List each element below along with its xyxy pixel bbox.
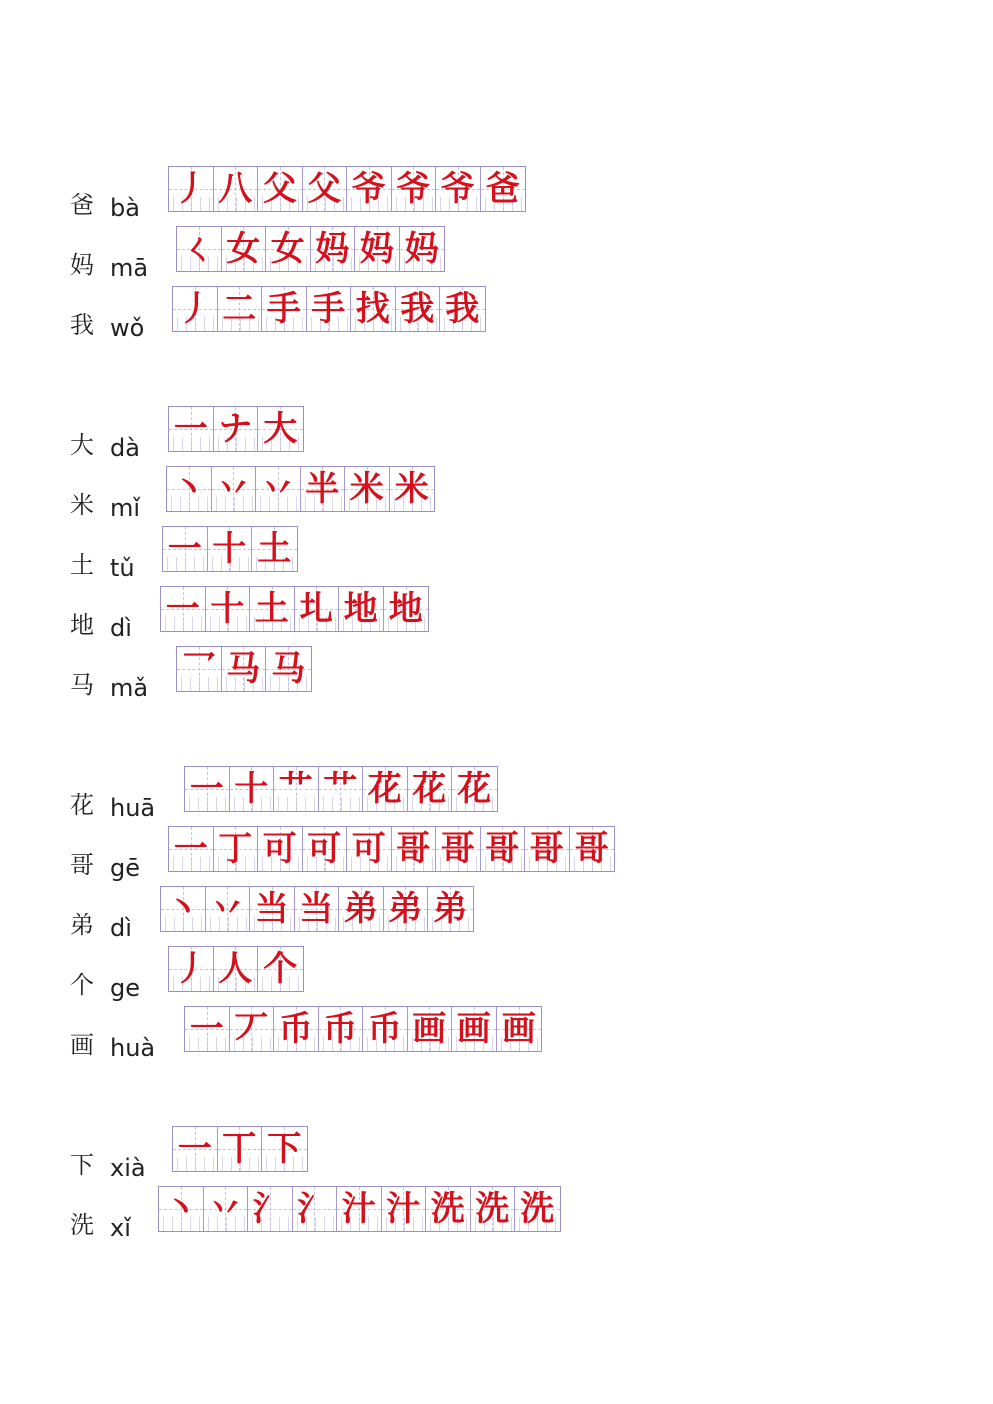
stroke-step-cell	[214, 827, 259, 871]
stroke-step-glyph: 氵	[252, 1189, 287, 1229]
stroke-step-cell	[440, 287, 485, 331]
stroke-step-glyph: 手	[311, 289, 346, 329]
stroke-step-cell	[396, 287, 441, 331]
stroke-order-strip	[172, 286, 486, 332]
pinyin-label: mǐ	[110, 494, 141, 522]
stroke-order-strip	[168, 406, 304, 452]
character-row	[0, 1006, 993, 1062]
stroke-step-cell	[262, 1127, 307, 1171]
character-row	[0, 526, 993, 582]
hanzi-label: 土	[70, 551, 94, 579]
stroke-order-strip	[176, 646, 312, 692]
stroke-step-cell	[337, 1187, 382, 1231]
stroke-step-cell	[159, 1187, 204, 1231]
stroke-step-cell	[481, 167, 526, 211]
stroke-order-strip	[172, 1126, 308, 1172]
stroke-step-glyph: 丷	[216, 469, 251, 509]
character-row	[0, 766, 993, 822]
stroke-step-cell	[248, 1187, 293, 1231]
stroke-step-cell	[436, 167, 481, 211]
stroke-step-glyph: 土	[257, 529, 292, 569]
character-row	[0, 1186, 993, 1242]
stroke-step-glyph: 当	[299, 889, 334, 929]
pinyin-label: xià	[110, 1154, 146, 1182]
stroke-step-glyph: 洗	[430, 1189, 465, 1229]
stroke-step-glyph: 艹	[278, 769, 313, 809]
stroke-step-cell	[307, 287, 352, 331]
stroke-step-glyph: 丶	[165, 889, 200, 929]
stroke-step-cell	[163, 527, 208, 571]
stroke-step-cell	[222, 227, 267, 271]
stroke-step-glyph: 米	[349, 469, 384, 509]
stroke-step-cell	[274, 1007, 319, 1051]
stroke-step-cell	[266, 647, 311, 691]
stroke-step-cell	[319, 767, 364, 811]
stroke-step-cell	[262, 287, 307, 331]
pinyin-label: bà	[110, 194, 140, 222]
pinyin-label: dì	[110, 614, 132, 642]
stroke-step-glyph: 弟	[433, 889, 468, 929]
stroke-step-cell	[161, 587, 206, 631]
stroke-step-cell	[363, 1007, 408, 1051]
stroke-step-glyph: 大	[263, 409, 298, 449]
stroke-step-glyph: 爷	[351, 169, 386, 209]
stroke-step-glyph: 爷	[440, 169, 475, 209]
stroke-step-glyph: 币	[323, 1009, 358, 1049]
stroke-order-strip	[184, 766, 498, 812]
stroke-step-glyph: 一	[173, 829, 208, 869]
character-row	[0, 586, 993, 642]
stroke-step-glyph: 氵	[297, 1189, 332, 1229]
stroke-step-glyph: 洗	[520, 1189, 555, 1229]
stroke-step-glyph: 币	[367, 1009, 402, 1049]
stroke-step-glyph: 艹	[323, 769, 358, 809]
stroke-step-cell	[206, 887, 251, 931]
character-row	[0, 1126, 993, 1182]
stroke-step-cell	[274, 767, 319, 811]
stroke-step-cell	[161, 887, 206, 931]
stroke-step-cell	[452, 1007, 497, 1051]
stroke-step-cell	[250, 587, 295, 631]
stroke-step-cell	[214, 947, 259, 991]
stroke-step-cell	[384, 887, 429, 931]
stroke-step-glyph: 一	[167, 529, 202, 569]
hanzi-label: 个	[70, 971, 94, 999]
stroke-step-glyph: 十	[212, 529, 247, 569]
stroke-order-strip	[184, 1006, 542, 1052]
stroke-step-glyph: 丆	[234, 1009, 269, 1049]
stroke-step-cell	[230, 767, 275, 811]
stroke-step-cell	[295, 587, 340, 631]
stroke-step-cell	[266, 227, 311, 271]
stroke-step-cell	[256, 467, 301, 511]
stroke-step-cell	[471, 1187, 516, 1231]
stroke-step-glyph: 弟	[343, 889, 378, 929]
stroke-step-glyph: 丁	[218, 829, 253, 869]
stroke-step-glyph: 我	[445, 289, 480, 329]
stroke-step-glyph: 妈	[404, 229, 439, 269]
hanzi-label: 我	[70, 311, 94, 339]
stroke-step-cell	[258, 407, 303, 451]
stroke-step-cell	[303, 167, 348, 211]
stroke-step-cell	[250, 887, 295, 931]
stroke-step-glyph: 丿	[173, 949, 208, 989]
stroke-order-strip	[160, 586, 429, 632]
pinyin-label: mǎ	[110, 674, 149, 702]
stroke-step-cell	[293, 1187, 338, 1231]
stroke-step-glyph: 丷	[260, 469, 295, 509]
stroke-step-cell	[252, 527, 297, 571]
stroke-step-glyph: 手	[266, 289, 301, 329]
stroke-step-cell	[345, 467, 390, 511]
character-row	[0, 406, 993, 462]
stroke-step-cell	[295, 887, 340, 931]
character-row	[0, 466, 993, 522]
stroke-step-cell	[177, 647, 222, 691]
stroke-step-cell	[481, 827, 526, 871]
stroke-step-cell	[185, 767, 230, 811]
stroke-step-glyph: 八	[218, 169, 253, 209]
stroke-step-cell	[258, 827, 303, 871]
stroke-step-glyph: ㄑ	[181, 229, 216, 269]
stroke-step-cell	[347, 167, 392, 211]
pinyin-label: ge	[110, 974, 140, 1002]
stroke-step-cell	[301, 467, 346, 511]
stroke-step-cell	[570, 827, 615, 871]
stroke-step-glyph: 二	[222, 289, 257, 329]
stroke-step-cell	[173, 287, 218, 331]
stroke-step-glyph: 汁	[386, 1189, 421, 1229]
stroke-step-cell	[384, 587, 429, 631]
stroke-step-glyph: 妈	[315, 229, 350, 269]
stroke-step-cell	[167, 467, 212, 511]
stroke-order-strip	[158, 1186, 561, 1232]
stroke-step-cell	[204, 1187, 249, 1231]
character-row	[0, 166, 993, 222]
stroke-step-cell	[303, 827, 348, 871]
stroke-step-glyph: 汁	[341, 1189, 376, 1229]
stroke-step-glyph: 哥	[485, 829, 520, 869]
hanzi-label: 弟	[70, 911, 94, 939]
stroke-step-glyph: 个	[263, 949, 298, 989]
stroke-step-cell	[525, 827, 570, 871]
stroke-step-glyph: 妈	[359, 229, 394, 269]
stroke-order-strip	[168, 166, 526, 212]
stroke-step-cell	[392, 827, 437, 871]
pinyin-label: mā	[110, 254, 149, 282]
stroke-step-cell	[497, 1007, 542, 1051]
stroke-step-glyph: 画	[501, 1009, 536, 1049]
stroke-step-glyph: 我	[400, 289, 435, 329]
hanzi-label: 哥	[70, 851, 94, 879]
stroke-step-glyph: 一	[177, 1129, 212, 1169]
hanzi-label: 下	[70, 1151, 94, 1179]
character-row	[0, 286, 993, 342]
stroke-step-cell	[426, 1187, 471, 1231]
stroke-step-glyph: 乛	[181, 649, 216, 689]
stroke-step-cell	[400, 227, 445, 271]
hanzi-label: 花	[70, 791, 94, 819]
hanzi-label: 洗	[70, 1211, 94, 1239]
stroke-step-glyph: 花	[412, 769, 447, 809]
stroke-step-glyph: 地	[388, 589, 423, 629]
stroke-order-strip	[166, 466, 435, 512]
stroke-step-cell	[515, 1187, 560, 1231]
stroke-order-strip	[162, 526, 298, 572]
stroke-step-cell	[212, 467, 257, 511]
hanzi-label: 地	[70, 611, 94, 639]
stroke-step-glyph: 哥	[396, 829, 431, 869]
stroke-step-glyph: 父	[262, 169, 297, 209]
stroke-step-cell	[169, 167, 214, 211]
hanzi-label: 爸	[70, 191, 94, 219]
hanzi-label: 画	[70, 1031, 94, 1059]
stroke-step-cell	[436, 827, 481, 871]
stroke-step-cell	[258, 947, 303, 991]
pinyin-label: huà	[110, 1034, 156, 1062]
stroke-step-cell	[355, 227, 400, 271]
stroke-step-glyph: 可	[262, 829, 297, 869]
stroke-step-glyph: 一	[189, 1009, 224, 1049]
pinyin-label: tǔ	[110, 554, 135, 582]
stroke-step-glyph: 女	[226, 229, 261, 269]
stroke-step-glyph: 一	[189, 769, 224, 809]
stroke-step-glyph: 洗	[475, 1189, 510, 1229]
stroke-step-glyph: 丶	[171, 469, 206, 509]
stroke-step-cell	[218, 287, 263, 331]
stroke-step-glyph: 弟	[388, 889, 423, 929]
stroke-step-cell	[173, 1127, 218, 1171]
stroke-step-glyph: 丿	[173, 169, 208, 209]
hanzi-label: 妈	[70, 251, 94, 279]
stroke-step-glyph: 爸	[485, 169, 520, 209]
pinyin-label: gē	[110, 854, 140, 882]
stroke-step-glyph: 半	[305, 469, 340, 509]
stroke-step-cell	[408, 767, 453, 811]
stroke-step-glyph: 地	[343, 589, 378, 629]
stroke-step-cell	[214, 167, 259, 211]
stroke-step-glyph: 币	[278, 1009, 313, 1049]
stroke-order-strip	[168, 946, 304, 992]
hanzi-label: 米	[70, 491, 94, 519]
stroke-step-cell	[392, 167, 437, 211]
character-row	[0, 946, 993, 1002]
stroke-step-cell	[169, 827, 214, 871]
stroke-step-cell	[177, 227, 222, 271]
stroke-step-glyph: 土	[254, 589, 289, 629]
stroke-step-cell	[311, 227, 356, 271]
stroke-step-glyph: 丷	[210, 889, 245, 929]
character-row	[0, 886, 993, 942]
stroke-order-strip	[176, 226, 445, 272]
hanzi-label: 马	[70, 671, 94, 699]
stroke-step-cell	[428, 887, 473, 931]
stroke-step-cell	[408, 1007, 453, 1051]
stroke-step-glyph: 圠	[299, 589, 334, 629]
stroke-step-glyph: 花	[367, 769, 402, 809]
stroke-step-glyph: 爷	[396, 169, 431, 209]
stroke-step-glyph: 下	[267, 1129, 302, 1169]
stroke-step-glyph: 可	[307, 829, 342, 869]
stroke-step-glyph: 哥	[574, 829, 609, 869]
stroke-step-glyph: 哥	[440, 829, 475, 869]
stroke-step-glyph: 丷	[208, 1189, 243, 1229]
stroke-step-cell	[208, 527, 253, 571]
pinyin-label: dà	[110, 434, 140, 462]
stroke-order-strip	[160, 886, 474, 932]
stroke-step-glyph: 马	[271, 649, 306, 689]
stroke-step-glyph: 花	[457, 769, 492, 809]
stroke-step-glyph: 丶	[163, 1189, 198, 1229]
stroke-step-glyph: 一	[165, 589, 200, 629]
stroke-step-glyph: ナ	[218, 409, 253, 449]
stroke-step-glyph: 女	[270, 229, 305, 269]
stroke-step-cell	[347, 827, 392, 871]
stroke-step-glyph: 人	[218, 949, 253, 989]
stroke-step-glyph: 哥	[529, 829, 564, 869]
stroke-step-cell	[390, 467, 435, 511]
stroke-step-cell	[452, 767, 497, 811]
stroke-step-cell	[218, 1127, 263, 1171]
character-row	[0, 226, 993, 282]
stroke-step-glyph: 丅	[222, 1129, 257, 1169]
stroke-step-cell	[339, 587, 384, 631]
stroke-step-cell	[363, 767, 408, 811]
stroke-step-glyph: 找	[355, 289, 390, 329]
pinyin-label: xǐ	[110, 1214, 131, 1242]
pinyin-label: huā	[110, 794, 156, 822]
stroke-step-glyph: 丿	[177, 289, 212, 329]
stroke-step-glyph: 马	[226, 649, 261, 689]
stroke-step-glyph: 十	[210, 589, 245, 629]
stroke-step-glyph: 当	[254, 889, 289, 929]
stroke-step-glyph: 米	[394, 469, 429, 509]
pinyin-label: wǒ	[110, 314, 145, 342]
stroke-step-glyph: 可	[351, 829, 386, 869]
stroke-step-cell	[319, 1007, 364, 1051]
stroke-step-cell	[222, 647, 267, 691]
stroke-step-cell	[382, 1187, 427, 1231]
stroke-step-glyph: 十	[234, 769, 269, 809]
stroke-step-cell	[258, 167, 303, 211]
stroke-step-cell	[169, 947, 214, 991]
character-row	[0, 646, 993, 702]
stroke-step-cell	[185, 1007, 230, 1051]
stroke-step-glyph: 画	[456, 1009, 491, 1049]
pinyin-label: dì	[110, 914, 132, 942]
stroke-step-cell	[214, 407, 259, 451]
stroke-step-cell	[169, 407, 214, 451]
stroke-step-cell	[339, 887, 384, 931]
stroke-step-cell	[206, 587, 251, 631]
stroke-order-strip	[168, 826, 615, 872]
character-row	[0, 826, 993, 882]
stroke-step-cell	[230, 1007, 275, 1051]
hanzi-label: 大	[70, 431, 94, 459]
stroke-step-glyph: 画	[412, 1009, 447, 1049]
stroke-step-glyph: 父	[307, 169, 342, 209]
stroke-step-cell	[351, 287, 396, 331]
stroke-step-glyph: 一	[173, 409, 208, 449]
